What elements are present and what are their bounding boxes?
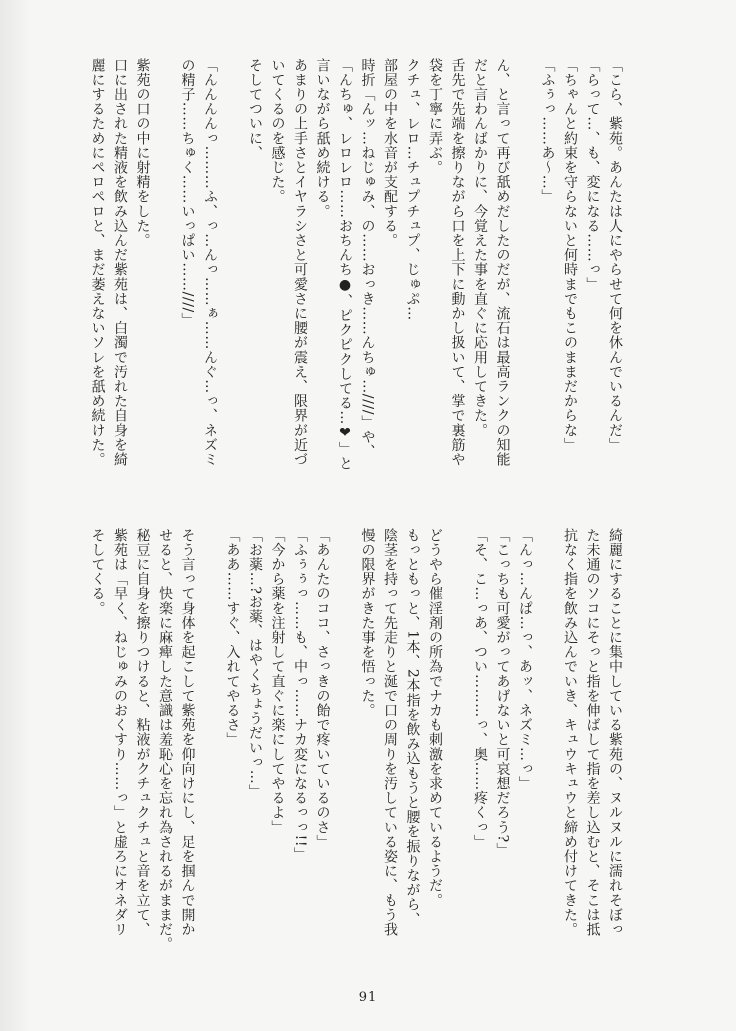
text-block-top <box>66 58 626 518</box>
text-line <box>446 528 469 973</box>
text-line: 抗なく指を飲み込んでいき、キュウキュウと締め付けてきた。 <box>562 528 578 937</box>
text-line: いてくるのを感じた。 <box>269 58 286 204</box>
text-line: 「こら、紫苑。あんたは人にやらせて何を休んでいるんだ」 <box>607 58 623 453</box>
text-line: 陰茎を持って先走りと涎で口の周りを汚している姿に、もう我 <box>382 528 398 937</box>
text-line: そしてついに、 <box>247 58 263 161</box>
text-line: 「らって…、も、変になる……っ」 <box>584 58 601 292</box>
text-line <box>154 58 177 518</box>
text-line: 部屋の中を水音が支配する。 <box>382 58 398 248</box>
page-number: 91 <box>358 990 378 1005</box>
text-line: せると、快楽に麻痺した意識は羞恥心を忘れ為されるがままだ。 <box>157 528 173 952</box>
text-line: 慢の限界がきた事を悟った。 <box>359 528 376 718</box>
text-line <box>334 528 357 973</box>
text-line <box>536 528 559 973</box>
text-line: た未通のソコにそっと指を伸ばして指を差し込むと、そこは抵 <box>584 528 601 937</box>
text-line: 「んっ…んぱ…っ、あッ、ネズミ…っ」 <box>517 528 533 791</box>
text-line: 「ふぅっ……あ〜…」 <box>539 58 556 204</box>
text-line: 「お薬…?お薬、はやくちょうだいっ…」 <box>247 528 263 799</box>
text-block-bottom <box>86 528 626 973</box>
text-line: の精子……ちゅく……いっぱい……////」 <box>179 58 196 328</box>
text-line: そう言って身体を起こして紫苑を仰向けにし、足を掴んで開か <box>179 528 196 937</box>
text-line: 「ああ……すぐ、入れてやるさ」 <box>224 528 241 747</box>
text-line: クチュ、レロ…チュプチュプ、じゅぷ… <box>404 58 421 321</box>
text-line: 「今から薬を注射して直ぐに楽にしてやるよ」 <box>269 528 286 835</box>
text-line: 「んちゅ、レロレロ……おちんち●、ピクピクしてる…❤」と <box>337 58 353 471</box>
text-line: 袋を丁寧に弄ぶ。 <box>427 58 443 175</box>
text-line: ん、と言って再び舐めだしたのだが、流石は最高ランクの知能 <box>494 58 511 467</box>
text-line <box>221 58 244 518</box>
text-line: 「こっちも可愛がってあげないと可哀想だろう?」 <box>494 528 511 858</box>
text-line: あまりの上手さとイヤラシさと可愛さに腰が震え、限界が近づ <box>292 58 308 467</box>
text-line: 言いながら舐め続ける。 <box>314 58 331 219</box>
text-line: 「ふぅぅっ……も、中っ……ナカ変になるっっ!!」 <box>292 528 308 862</box>
text-line: 秘豆に自身を擦りつけると、粘液がクチュクチュと音を立て、 <box>134 528 151 937</box>
text-line: 麗にするためにペロペロと、まだ萎えないソレを舐め続けた。 <box>89 58 106 467</box>
text-line: だと言わんばかりに、今覚えた事を直ぐに応用してきた。 <box>472 58 488 438</box>
text-line: そしてくる。 <box>89 528 106 616</box>
text-line: 綺麗にすることに集中している紫苑の、ヌルヌルに濡れそぼっ <box>607 528 623 937</box>
text-line: 紫苑の口の中に射精をした。 <box>134 58 151 248</box>
text-line <box>199 528 222 973</box>
text-line: 口に出された精液を飲み込んだ紫苑は、白濁で汚れた自身を綺 <box>112 58 128 467</box>
text-line <box>514 58 537 518</box>
text-line: 「んんんんっ………ふ、っ…んっ……ぁ……んぐ…っ、ネズミ <box>202 58 218 467</box>
text-line: 「ちゃんと約束を守らないと何時までもこのままだからな」 <box>562 58 578 453</box>
text-line: 「そ、こ…っあ、つい………っ、奥……疼くっ」 <box>472 528 488 850</box>
text-line: もっともっと、1本、2本指を飲み込もうと腰を振りながら、 <box>404 528 421 927</box>
text-line: 紫苑は「早く、ねじゅみのおくすり……っ」と虚ろにオネダリ <box>112 528 128 937</box>
text-line: 舌先で先端を擦りながら口を上下に動かし扱いて、掌で裏筋や <box>449 58 466 467</box>
text-line: 時折「んッ…ねじゅみ、の……おっき……んちゅ…////」や、 <box>359 58 376 459</box>
text-line: どうやら催淫剤の所為でナカも刺激を求めているようだ。 <box>427 528 443 908</box>
text-line: 「あんたのココ、さっきの飴で疼いているのさ」 <box>314 528 331 850</box>
